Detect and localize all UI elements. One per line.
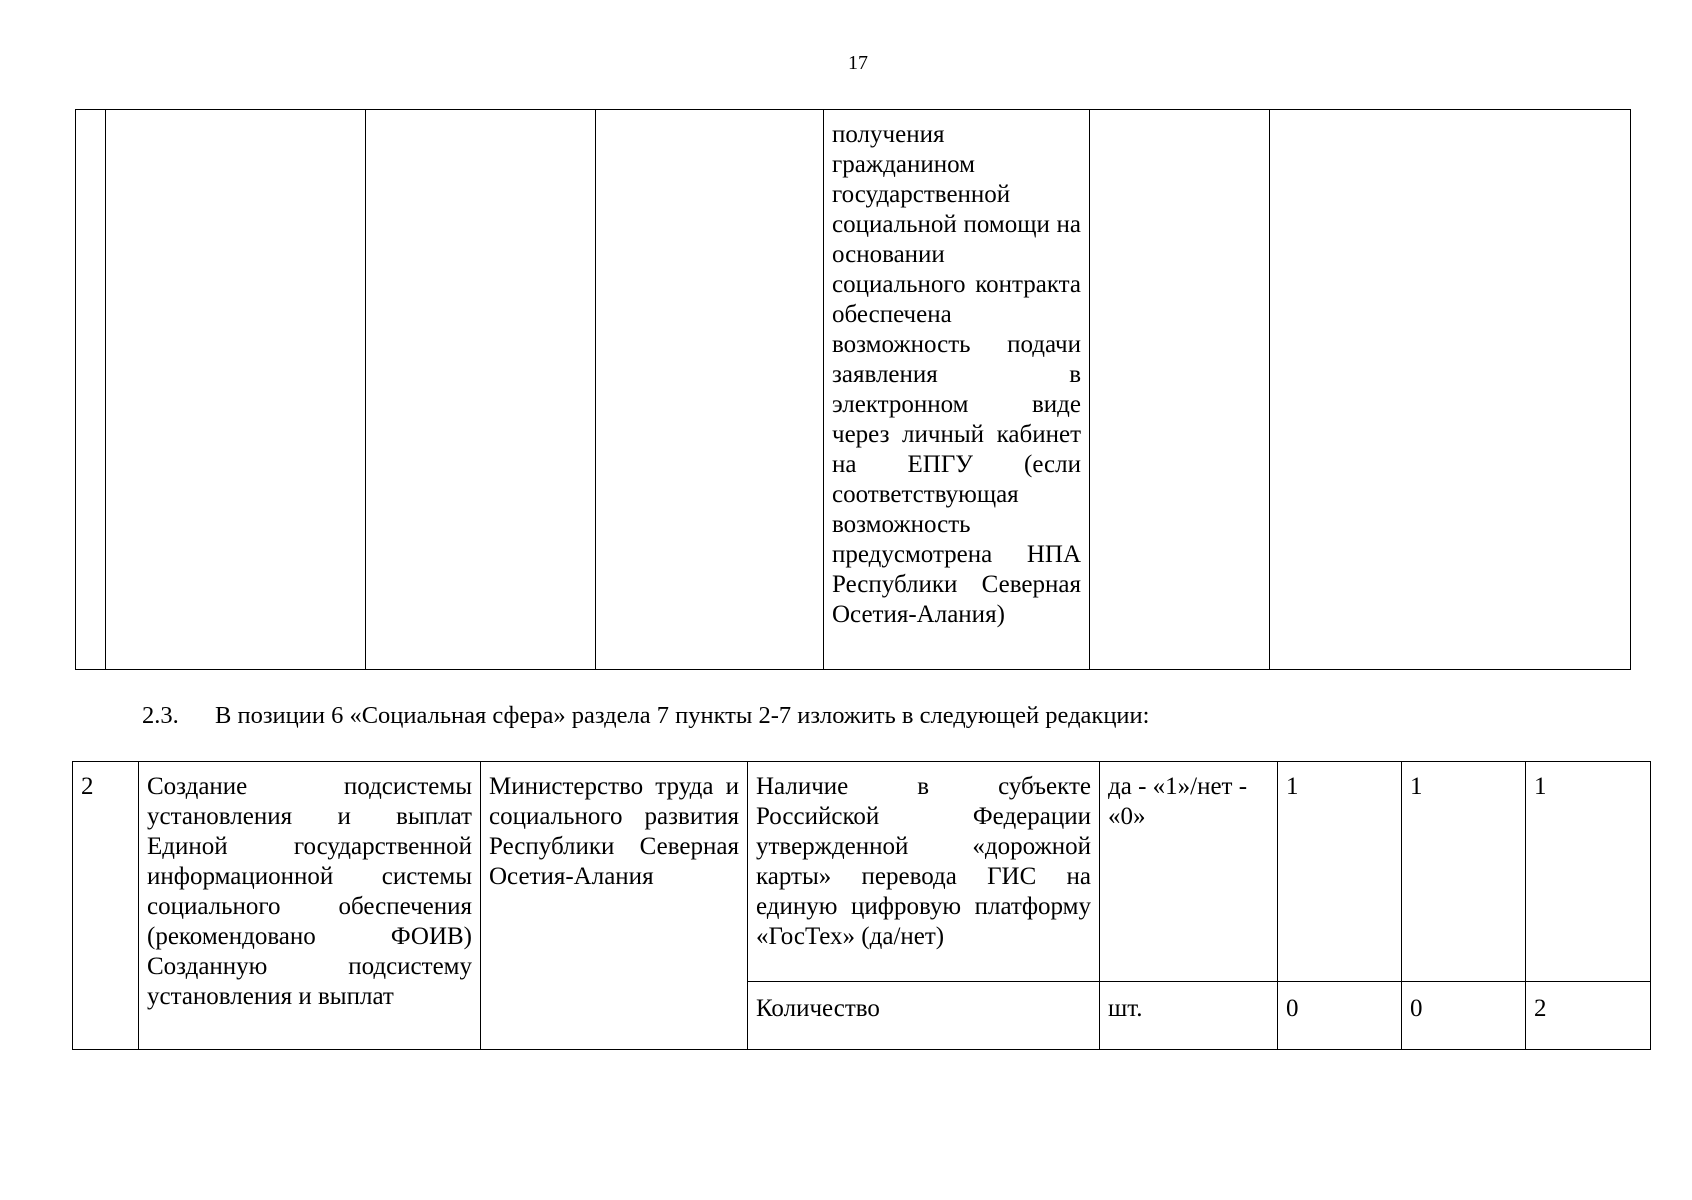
paragraph-2-3 <box>142 702 1149 730</box>
page-number: 17 <box>848 52 868 74</box>
indicator-unit-2: шт. <box>1100 982 1278 1050</box>
indicator-continuation-text: получения гражданином государственной социальной помощи на основании социального контракта обеспечена возможность подачи заявления в электронном виде через личный кабинет на ЕПГУ (если соответствующая возможность предусмотрена НПА Республики Северная Осетия-Алания) <box>832 121 1081 628</box>
table-cell-number <box>76 110 106 670</box>
table-cell-measure <box>106 110 366 670</box>
table-social-sphere <box>72 761 1651 1050</box>
indicator-value-2-1: 0 <box>1278 982 1402 1050</box>
indicator-value-1-1: 1 <box>1278 762 1402 982</box>
indicator-value-1-2: 1 <box>1402 762 1526 982</box>
table-cell-empty <box>596 110 824 670</box>
indicator-value-1-3: 1 <box>1526 762 1651 982</box>
indicator-name-2: Количество <box>748 982 1100 1050</box>
table-cell-indicator <box>824 110 1090 670</box>
indicator-value-2-2: 0 <box>1402 982 1526 1050</box>
indicator-name-1: Наличие в субъекте Российской Федерации утвержденной «дорожной карты» перевода ГИС на единую цифровую платформу «ГосТех» (да/нет) <box>748 762 1100 982</box>
table-row-number: 2 <box>73 762 139 1050</box>
measure-cell: Создание подсистемы установления и выплат Единой государственной информационной системы социального обеспечения (рекомендовано ФОИВ) Созданную подсистему установления и выплат <box>139 762 481 1050</box>
table-cell-responsible <box>366 110 596 670</box>
paragraph-number: 2.3. <box>142 702 179 729</box>
table-continuation <box>75 109 1631 670</box>
indicator-unit-1: да - «1»/нет - «0» <box>1100 762 1278 982</box>
paragraph-text: В позиции 6 «Социальная сфера» раздела 7 пункты 2-7 изложить в следующей редакции: <box>215 702 1150 729</box>
table-cell-values <box>1270 110 1631 670</box>
indicator-value-2-3: 2 <box>1526 982 1651 1050</box>
responsible-cell: Министерство труда и социального развития Республики Северная Осетия-Алания <box>481 762 748 1050</box>
table-cell-unit <box>1090 110 1270 670</box>
